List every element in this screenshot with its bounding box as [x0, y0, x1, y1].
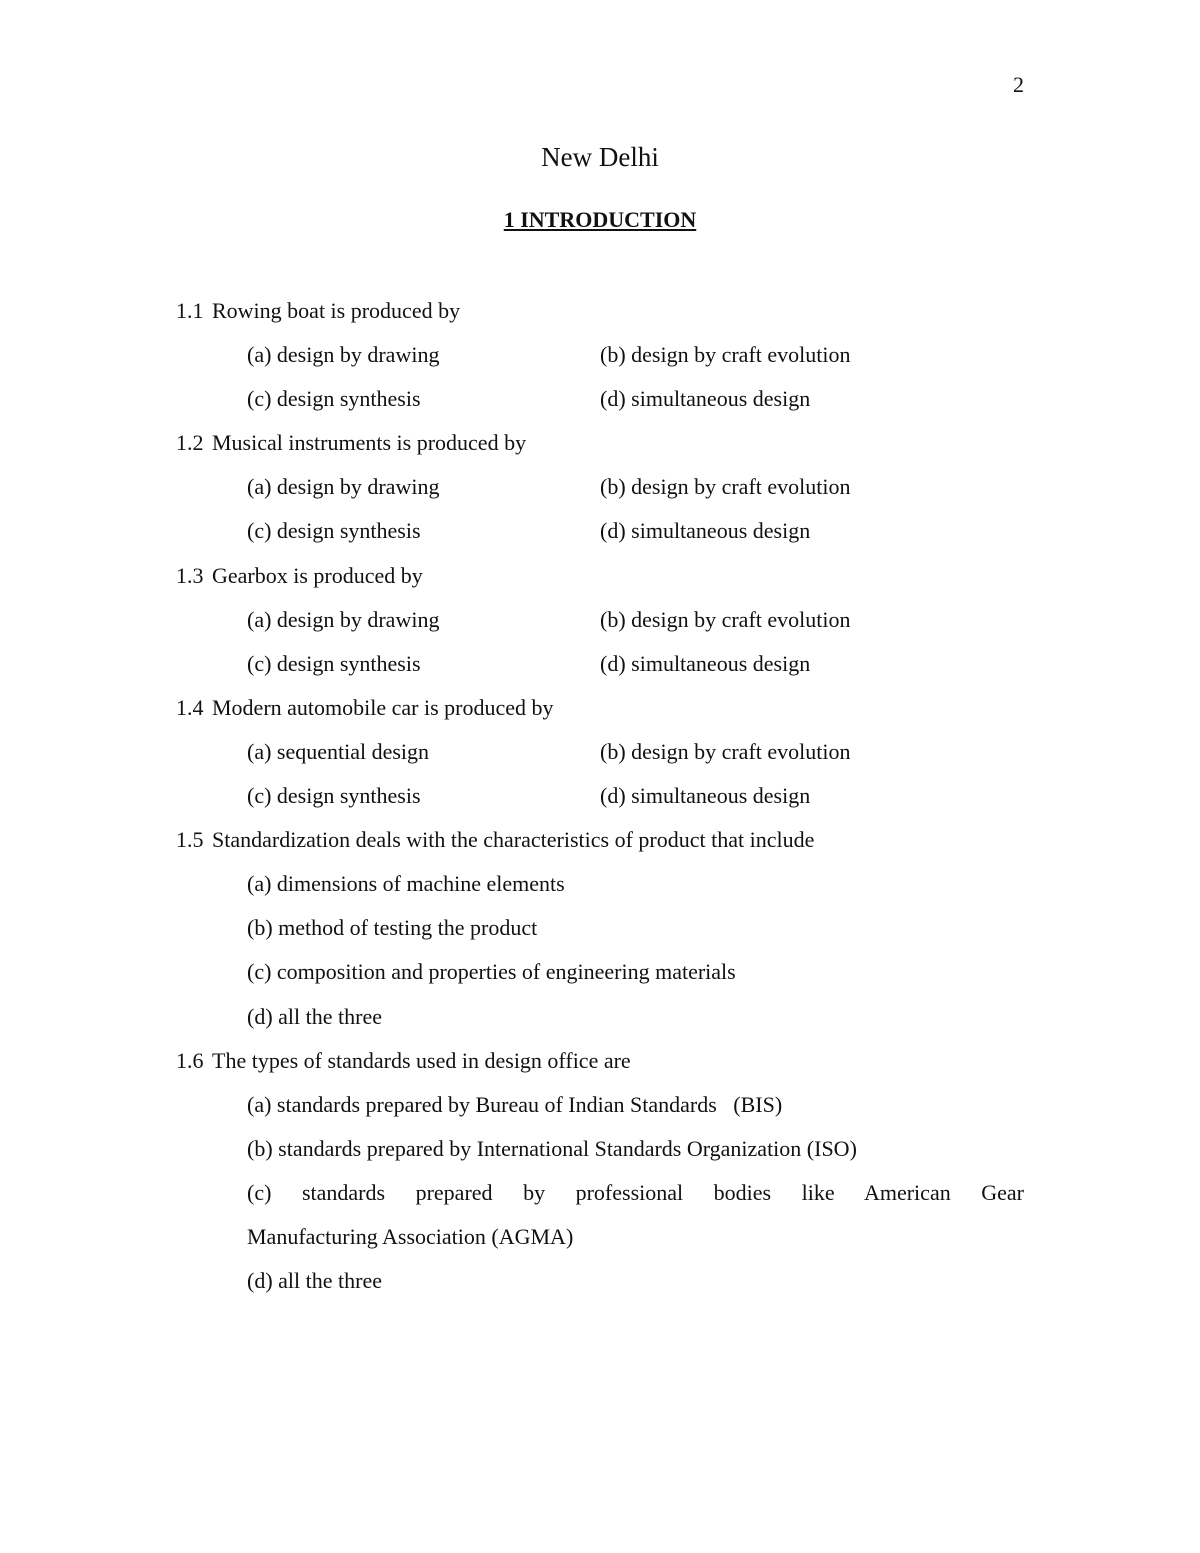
option-row	[176, 509, 1024, 553]
option-c: (c) design synthesis	[247, 386, 421, 412]
option-d: (d) simultaneous design	[600, 783, 811, 809]
option-row	[176, 465, 1024, 509]
option-row	[176, 598, 1024, 642]
option-d: (d) simultaneous design	[600, 386, 811, 412]
option-a: (a) sequential design	[247, 738, 430, 764]
option-d: (d) all the three	[247, 1268, 382, 1294]
option-c: (c) design synthesis	[247, 518, 421, 544]
question-text: Gearbox is produced by	[212, 562, 423, 588]
question-1-1	[176, 289, 1024, 333]
question-1-5	[176, 818, 1024, 862]
option-d: (d) all the three	[247, 1003, 382, 1029]
option-a: (a) dimensions of machine elements	[247, 871, 565, 897]
option-a: (a) design by drawing	[247, 474, 440, 500]
option-c-continuation: Manufacturing Association (AGMA)	[247, 1223, 574, 1249]
option-row	[176, 730, 1024, 774]
question-list	[176, 289, 1024, 1303]
option-c: (c) design synthesis	[247, 650, 421, 676]
question-text: The types of standards used in design office are	[212, 1047, 631, 1073]
question-1-4	[176, 686, 1024, 730]
question-number: 1.5	[176, 827, 204, 853]
option-d: (d) simultaneous design	[600, 650, 811, 676]
page-number: 2	[1013, 72, 1024, 97]
question-number: 1.3	[176, 562, 204, 588]
option-c: (c) design synthesis	[247, 783, 421, 809]
question-1-3	[176, 554, 1024, 598]
option-b: (b) design by craft evolution	[600, 474, 851, 500]
question-number: 1.2	[176, 430, 204, 456]
option-b: (b) standards prepared by International Standards Organization (ISO)	[247, 1135, 857, 1161]
option-a: (a) design by drawing	[247, 606, 440, 632]
section-heading: 1 INTRODUCTION	[503, 207, 697, 232]
question-text: Musical instruments is produced by	[212, 430, 527, 456]
option-b: (b) design by craft evolution	[600, 738, 851, 764]
question-text: Modern automobile car is produced by	[212, 694, 554, 720]
question-text: Rowing boat is produced by	[212, 298, 461, 323]
option-d: (d) simultaneous design	[600, 518, 811, 544]
question-1-6	[176, 1039, 1024, 1083]
option-row	[176, 377, 1024, 421]
option-row	[176, 774, 1024, 818]
question-number: 1.1	[176, 298, 204, 323]
question-number: 1.6	[176, 1047, 204, 1073]
option-b: (b) design by craft evolution	[600, 342, 851, 368]
question-1-2	[176, 421, 1024, 465]
option-c: (c) standards prepared by professional bodies like American Gear	[247, 1179, 1024, 1205]
question-text: Standardization deals with the characteristics of product that include	[212, 827, 815, 853]
option-row	[176, 333, 1024, 377]
city-heading: New Delhi	[541, 142, 659, 172]
option-a: (a) design by drawing	[247, 342, 440, 368]
option-a: (a) standards prepared by Bureau of Indian Standards (BIS)	[247, 1091, 783, 1117]
option-row	[176, 642, 1024, 686]
option-c: (c) composition and properties of engineering materials	[247, 959, 736, 985]
question-number: 1.4	[176, 694, 204, 720]
option-b: (b) design by craft evolution	[600, 606, 851, 632]
option-b: (b) method of testing the product	[247, 915, 538, 941]
